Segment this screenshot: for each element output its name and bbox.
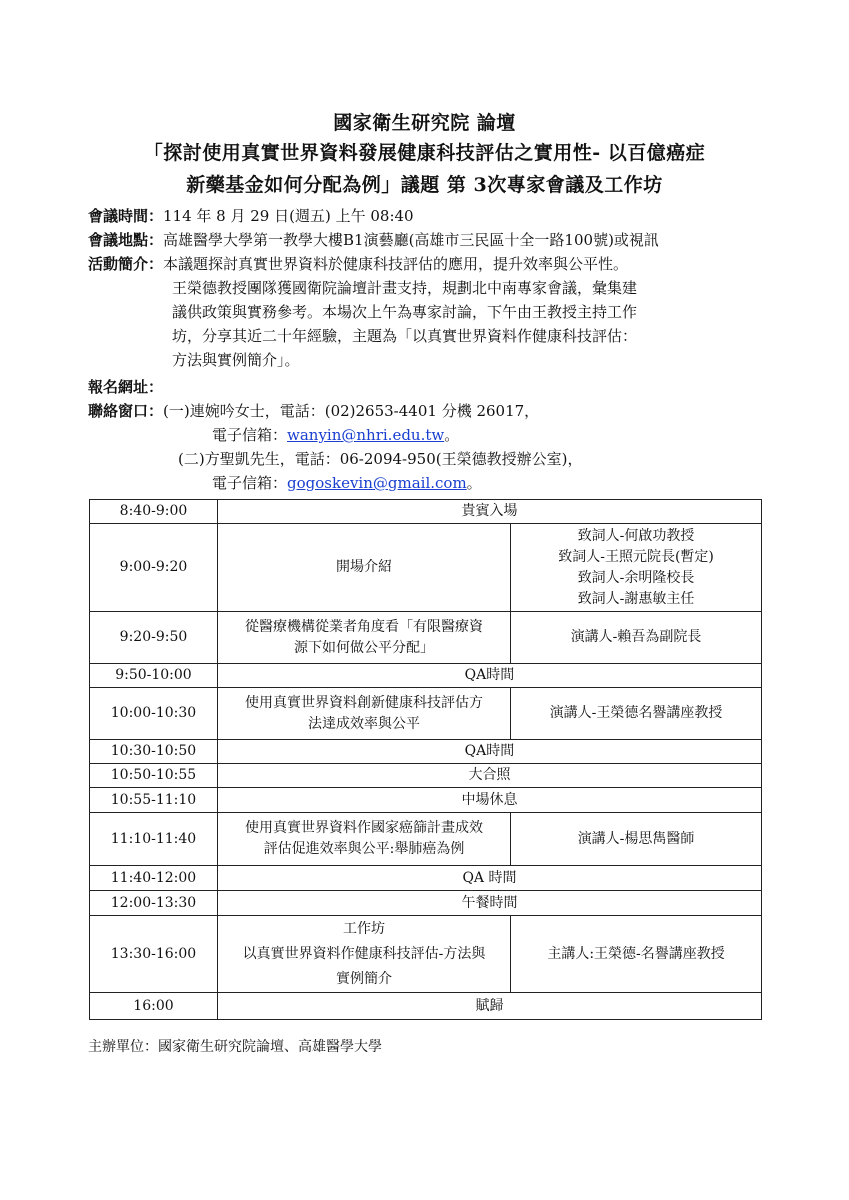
table-row bbox=[90, 500, 762, 524]
time-cell: 8:40-9:00 bbox=[90, 500, 218, 524]
speaker-cell: 演講人-賴吾為副院長 bbox=[511, 612, 762, 664]
contact bbox=[88, 400, 539, 423]
topic-cell bbox=[217, 813, 510, 866]
contact-1: (一)連婉吟女士，電話：(02)2653-4401 分機 26017， bbox=[163, 402, 540, 420]
meeting-time bbox=[88, 205, 414, 228]
table-row bbox=[90, 813, 762, 866]
event-cell: QA時間 bbox=[217, 664, 761, 688]
speaker: 致詞人-王照元院長(暫定) bbox=[558, 548, 714, 565]
table-row bbox=[90, 612, 762, 664]
time-cell: 10:50-10:55 bbox=[90, 764, 218, 788]
speaker: 致詞人-余明隆校長 bbox=[577, 569, 695, 586]
meeting-place-label: 會議地點： bbox=[88, 231, 164, 249]
topic-cell: 開場介紹 bbox=[217, 524, 510, 612]
title-line-3: 新藥基金如何分配為例」議題 第 3次專家會議及工作坊 bbox=[186, 174, 663, 196]
contact-label: 聯絡窗口： bbox=[88, 402, 164, 420]
time-cell: 16:00 bbox=[90, 993, 218, 1020]
time-cell: 11:40-12:00 bbox=[90, 866, 218, 891]
meeting-time-value: 114 年 8 月 29 日(週五) 上午 08:40 bbox=[163, 207, 414, 225]
speaker-cell: 演講人-楊思雋醫師 bbox=[511, 813, 762, 866]
table-row bbox=[90, 916, 762, 993]
time-cell: 10:55-11:10 bbox=[90, 788, 218, 813]
email-line-2 bbox=[212, 472, 482, 495]
intro-line: 本議題探討真實世界資料於健康科技評估的應用，提升效率與公平性。 bbox=[163, 255, 629, 273]
table-row bbox=[90, 788, 762, 813]
event-cell: 賦歸 bbox=[217, 993, 761, 1020]
intro-line: 議供政策與實務參考。本場次上午為專家討論，下午由王教授主持工作 bbox=[172, 303, 638, 321]
event-cell: 中場休息 bbox=[217, 788, 761, 813]
table-row bbox=[90, 524, 762, 612]
event-cell: 大合照 bbox=[217, 764, 761, 788]
topic-cell bbox=[217, 916, 510, 993]
time-cell: 10:30-10:50 bbox=[90, 740, 218, 764]
title-line-2: 「探討使用真實世界資料發展健康科技評估之實用性- 以百億癌症 bbox=[143, 142, 706, 164]
table-row bbox=[90, 764, 762, 788]
email-label: 電子信箱： bbox=[212, 426, 288, 444]
meeting-time-label: 會議時間： bbox=[88, 207, 164, 225]
topic-line: 法達成效率與公平 bbox=[308, 715, 421, 732]
speaker: 致詞人-何啟功教授 bbox=[577, 527, 695, 544]
topic-cell bbox=[217, 612, 510, 664]
email-link-1[interactable]: wanyin@nhri.edu.tw bbox=[287, 426, 445, 444]
table-row bbox=[90, 740, 762, 764]
speaker-cell bbox=[511, 524, 762, 612]
speaker-cell: 演講人-王榮德名譽講座教授 bbox=[511, 688, 762, 740]
intro-line: 方法與實例簡介」。 bbox=[172, 351, 300, 369]
time-cell: 9:20-9:50 bbox=[90, 612, 218, 664]
email-link-2[interactable]: gogoskevin@gmail.com bbox=[287, 474, 467, 492]
intro-line: 坊，分享其近二十年經驗，主題為「以真實世界資料作健康科技評估： bbox=[172, 327, 638, 345]
table-row bbox=[90, 866, 762, 891]
organizer-footer: 主辦單位：國家衛生研究院論壇、高雄醫學大學 bbox=[88, 1039, 382, 1055]
time-cell: 13:30-16:00 bbox=[90, 916, 218, 993]
event-cell: 貴賓入場 bbox=[217, 500, 761, 524]
time-cell: 9:00-9:20 bbox=[90, 524, 218, 612]
email-line-1 bbox=[212, 424, 459, 447]
contact-2: (二)方聖凱先生，電話：06-2094-950(王榮德教授辦公室)， bbox=[178, 450, 583, 468]
topic-line: 使用真實世界資料作國家癌篩計畫成效 bbox=[245, 820, 484, 836]
table-row bbox=[90, 993, 762, 1020]
meeting-place bbox=[88, 229, 659, 252]
table-row bbox=[90, 891, 762, 916]
time-cell: 9:50-10:00 bbox=[90, 664, 218, 688]
topic-line: 以真實世界資料作健康科技評估-方法與 bbox=[242, 945, 486, 962]
topic-line: 工作坊 bbox=[343, 920, 386, 937]
speaker: 致詞人-謝惠敏主任 bbox=[577, 590, 695, 607]
topic-line: 源下如何做公平分配」 bbox=[294, 639, 435, 656]
schedule-table bbox=[89, 499, 762, 1020]
email-label: 電子信箱： bbox=[212, 474, 288, 492]
time-cell: 11:10-11:40 bbox=[90, 813, 218, 866]
period: 。 bbox=[444, 426, 460, 444]
period: 。 bbox=[466, 474, 482, 492]
topic-line: 從醫療機構從業者角度看「有限醫療資 bbox=[245, 618, 484, 635]
title-line-1: 國家衛生研究院 論壇 bbox=[333, 112, 516, 134]
topic-line: 使用真實世界資料創新健康科技評估方 bbox=[245, 694, 484, 711]
intro-label: 活動簡介： bbox=[88, 255, 164, 273]
table-row bbox=[90, 688, 762, 740]
topic-line: 實例簡介 bbox=[336, 970, 393, 987]
meeting-place-value: 高雄醫學大學第一教學大樓B1演藝廳(高雄市三民區十全一路100號)或視訊 bbox=[163, 231, 659, 249]
intro bbox=[88, 253, 628, 276]
time-cell: 12:00-13:30 bbox=[90, 891, 218, 916]
table-row bbox=[90, 664, 762, 688]
intro-line: 王榮德教授團隊獲國衛院論壇計畫支持，規劃北中南專家會議，彙集建 bbox=[172, 279, 638, 297]
speaker-cell: 主講人:王榮德-名譽講座教授 bbox=[511, 916, 762, 993]
topic-line: 評估促進效率與公平:舉肺癌為例 bbox=[263, 841, 465, 857]
register-label: 報名網址： bbox=[88, 378, 164, 396]
topic-cell bbox=[217, 688, 510, 740]
register bbox=[88, 376, 163, 399]
event-cell: QA 時間 bbox=[217, 866, 761, 891]
event-cell: QA時間 bbox=[217, 740, 761, 764]
event-cell: 午餐時間 bbox=[217, 891, 761, 916]
time-cell: 10:00-10:30 bbox=[90, 688, 218, 740]
